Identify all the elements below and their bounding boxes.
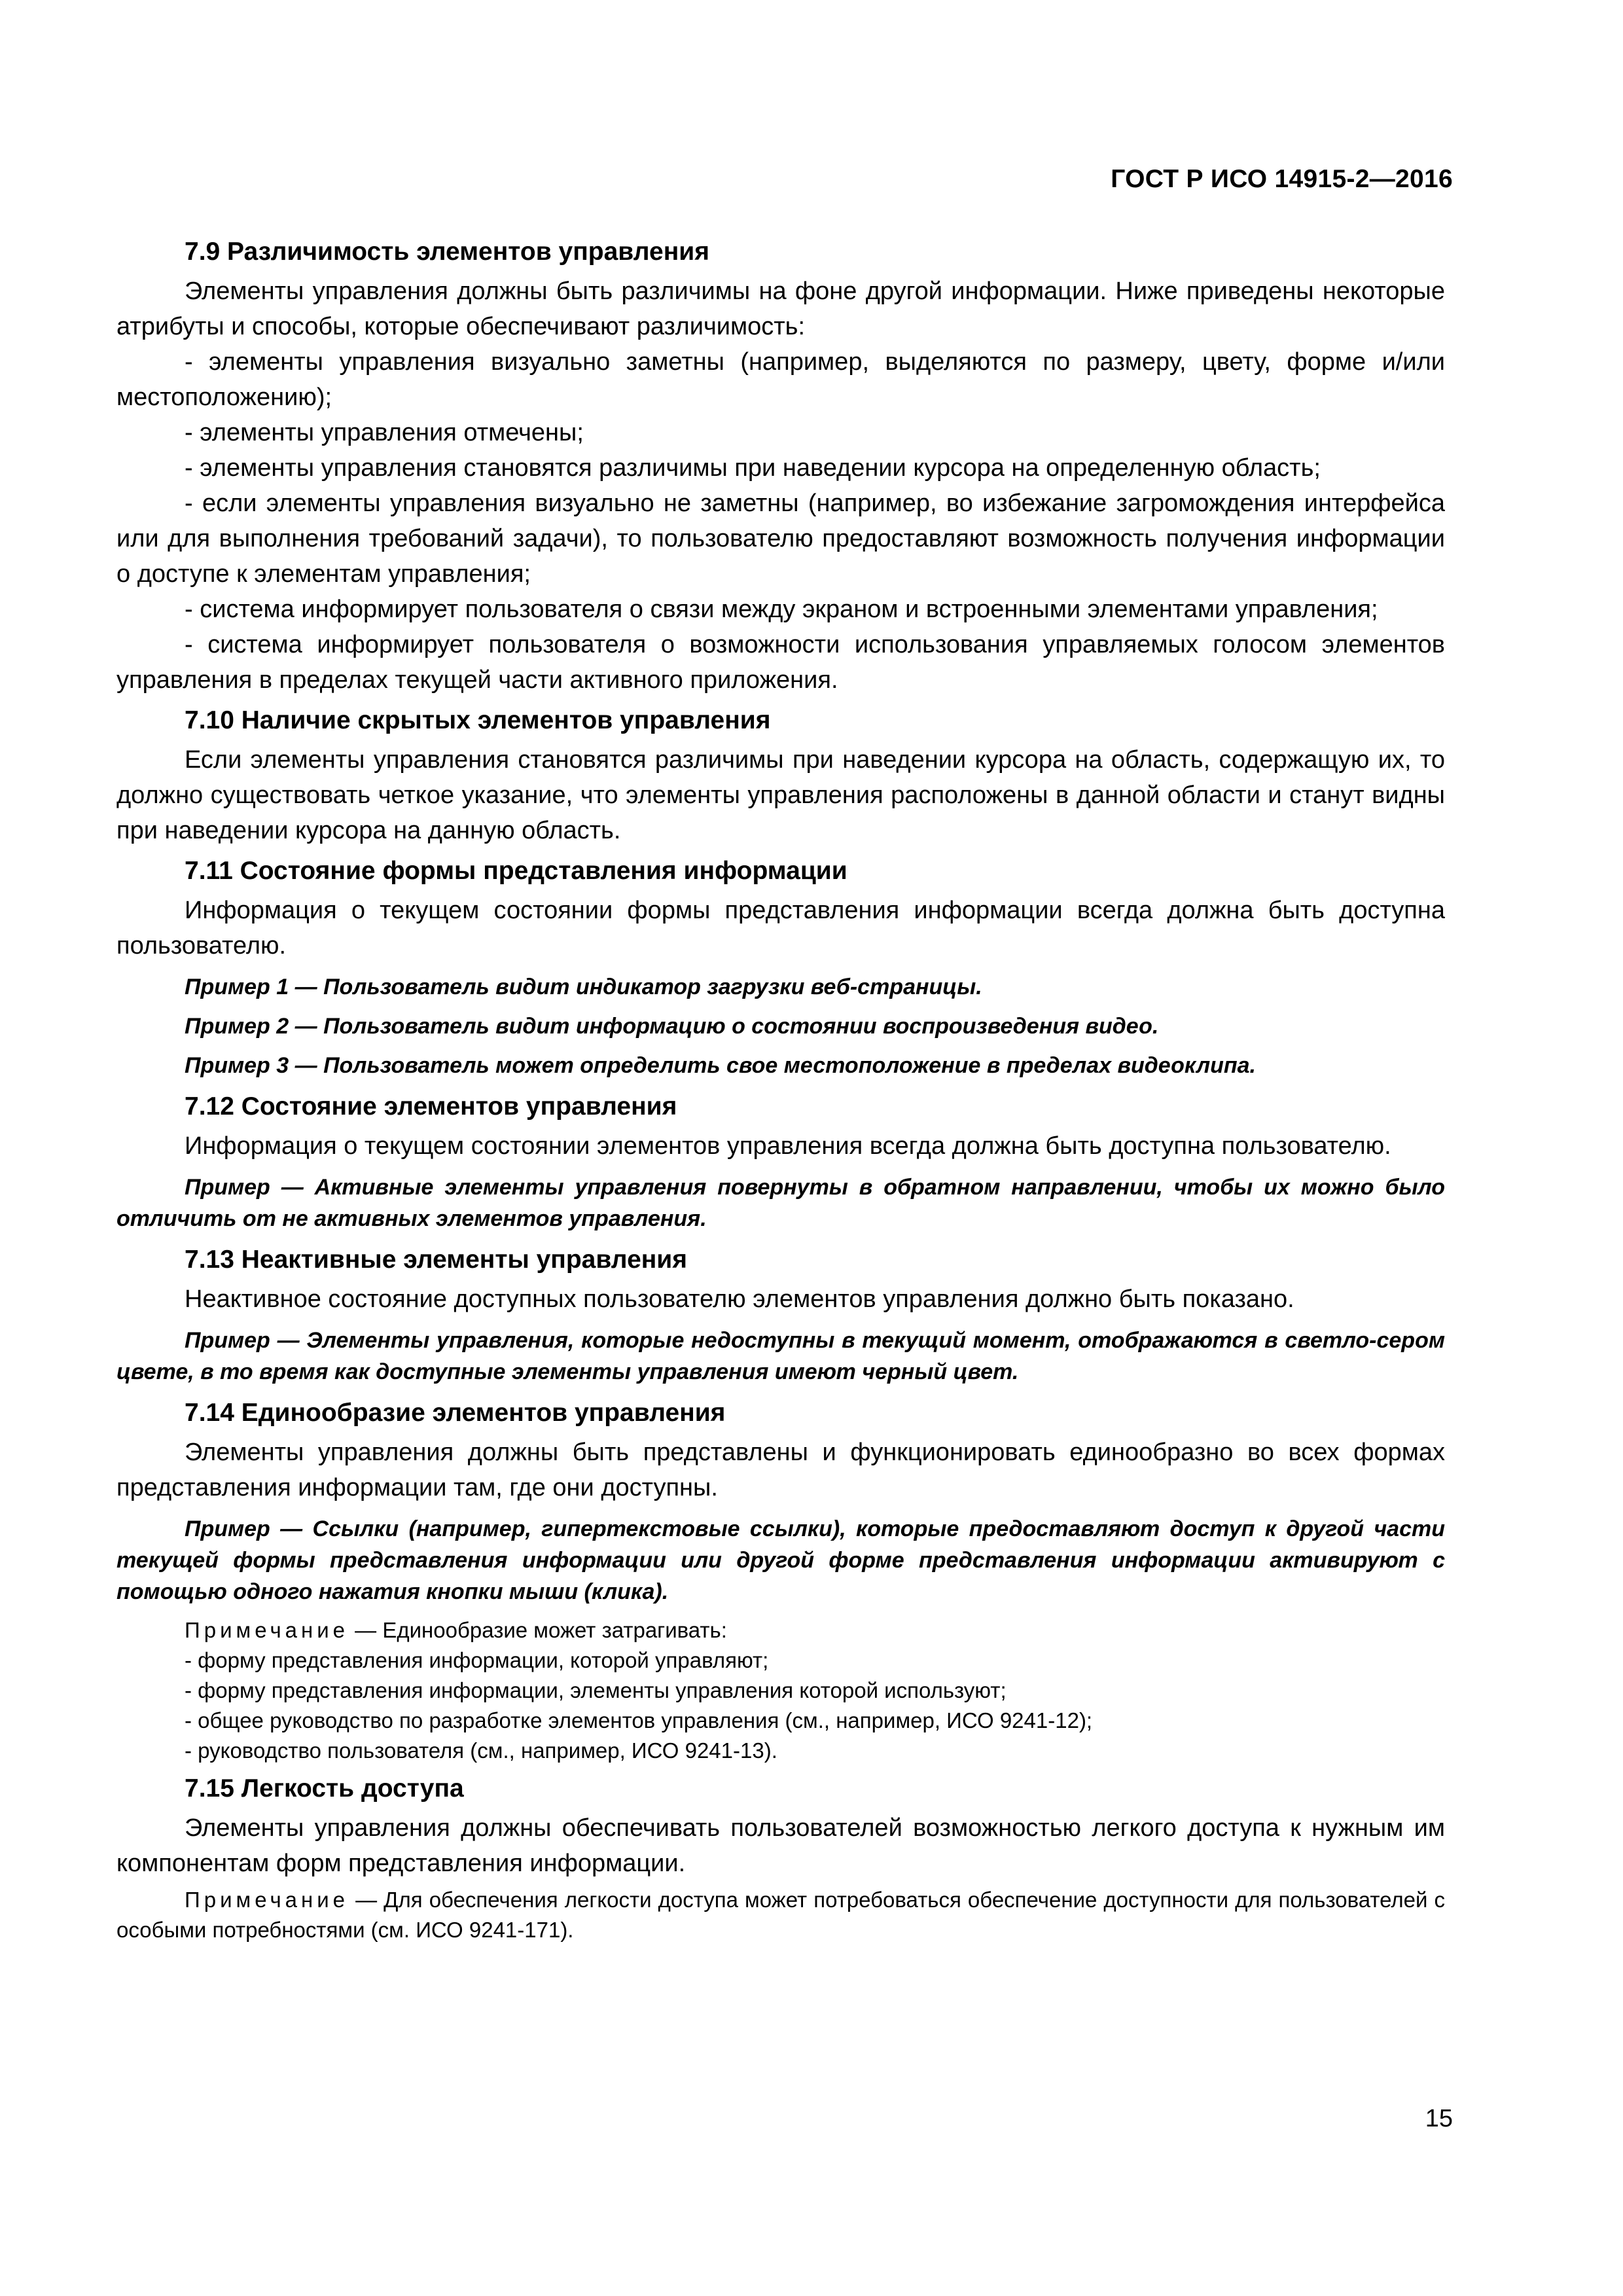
note (116, 1615, 1445, 1645)
note-list-item: - форму представления информации, элементы управления которой используют; (185, 1678, 1007, 1702)
example-text: Пример — Активные элементы управления повернуты в обратном направлении, чтобы их можно было отличить от не активных элементов управления. (116, 1175, 1445, 1231)
paragraph: Неактивное состояние доступных пользователю элементов управления должно быть показано. (185, 1285, 1294, 1313)
note-text: — Для обеспечения легкости доступа может потребоваться обеспечение доступности для пользователей с особыми потребностями (см. ИСО 9241-171). (116, 1888, 1445, 1942)
section-heading: 7.15 Легкость доступа (185, 1774, 464, 1803)
example-text: Пример 1 — Пользователь видит индикатор загрузки веб-страницы. (185, 975, 982, 999)
section-7-15 (116, 1771, 1445, 1945)
paragraph: Элементы управления должны обеспечивать пользователей возможностью легкого доступа к нужным им компонентам форм представления информации. (116, 1814, 1445, 1877)
section-7-13 (116, 1242, 1445, 1388)
section-7-10 (116, 703, 1445, 848)
note-list-item: - руководство пользователя (см., например, ИСО 9241-13). (185, 1738, 777, 1763)
list-item: - если элементы управления визуально не заметны (например, во избежание загромождения интерфейса или для выполнения требований задачи), то пользователю предоставляют возможность получения информации о доступе к элементам управления; (116, 490, 1445, 588)
list-item: - система информирует пользователя о возможности использования управляемых голосом элементов управления в пределах текущей части активного приложения. (116, 631, 1445, 694)
section-7-9 (116, 234, 1445, 698)
paragraph: Элементы управления должны быть различимы на фоне другой информации. Ниже приведены некоторые атрибуты и способы, которые обеспечивают различимость: (116, 278, 1445, 340)
document-header: ГОСТ Р ИСО 14915-2—2016 (1111, 165, 1453, 193)
note-lead: Примечание (185, 1618, 349, 1642)
document-body (116, 229, 1445, 1945)
note (116, 1885, 1445, 1945)
note-list-item: - форму представления информации, которой управляют; (185, 1648, 769, 1672)
section-heading: 7.14 Единообразие элементов управления (185, 1399, 726, 1427)
paragraph: Если элементы управления становятся различимы при наведении курсора на область, содержащую их, то должно существовать четкое указание, что элементы управления расположены в данной области и станут видны при наведении курсора на данную область. (116, 746, 1445, 844)
note-text: — Единообразие может затрагивать: (349, 1618, 727, 1642)
list-item: - элементы управления визуально заметны (например, выделяются по размеру, цвету, форме и/или местоположению); (116, 348, 1445, 411)
list-item: - элементы управления отмечены; (185, 419, 584, 446)
paragraph: Информация о текущем состоянии формы представления информации всегда должна быть доступна пользователю. (116, 897, 1445, 960)
section-7-11 (116, 853, 1445, 1081)
example-text: Пример — Элементы управления, которые недоступны в текущий момент, отображаются в светло-сером цвете, в то время как доступные элементы управления имеют черный цвет. (116, 1328, 1445, 1384)
list-item: - система информирует пользователя о связи между экраном и встроенными элементами управления; (185, 596, 1378, 623)
section-7-12 (116, 1089, 1445, 1234)
section-heading: 7.13 Неактивные элементы управления (185, 1246, 688, 1274)
example-text: Пример — Ссылки (например, гипертекстовые ссылки), которые предоставляют доступ к другой части текущей формы представления информации или другой форме представления информации активируют с помощью одного нажатия кнопки мыши (клика). (116, 1516, 1445, 1604)
note-lead: Примечание (185, 1888, 349, 1912)
page-number: 15 (1425, 2105, 1453, 2132)
list-item: - элементы управления становятся различимы при наведении курсора на определенную область; (185, 454, 1321, 482)
section-7-14 (116, 1395, 1445, 1766)
paragraph: Элементы управления должны быть представлены и функционировать единообразно во всех формах представления информации там, где они доступны. (116, 1439, 1445, 1501)
note-list-item: - общее руководство по разработке элементов управления (см., например, ИСО 9241-12); (185, 1708, 1093, 1732)
section-heading: 7.9 Различимость элементов управления (185, 238, 709, 266)
section-heading: 7.10 Наличие скрытых элементов управления (185, 706, 771, 734)
example-text: Пример 3 — Пользователь может определить свое местоположение в пределах видеоклипа. (185, 1053, 1256, 1078)
paragraph: Информация о текущем состоянии элементов управления всегда должна быть доступна пользователю. (185, 1132, 1391, 1160)
section-heading: 7.11 Состояние формы представления информации (185, 857, 847, 885)
section-heading: 7.12 Состояние элементов управления (185, 1092, 677, 1121)
example-text: Пример 2 — Пользователь видит информацию о состоянии воспроизведения видео. (185, 1014, 1159, 1039)
